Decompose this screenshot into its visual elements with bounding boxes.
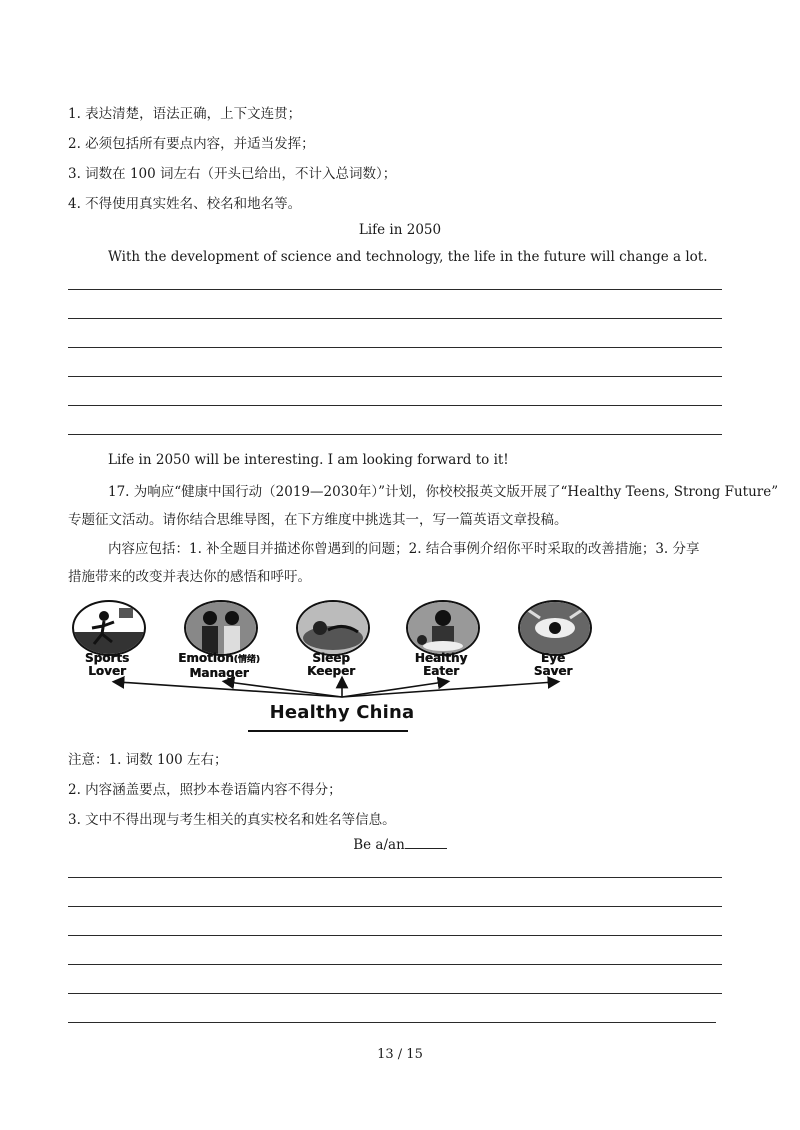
eye-care-icon (518, 600, 592, 656)
people-icon (184, 600, 258, 656)
writing-line[interactable] (68, 1022, 716, 1023)
runner-icon (72, 600, 146, 656)
writing-line[interactable] (68, 906, 722, 907)
note-2: 2. 内容涵盖要点，照抄本卷语篇内容不得分； (68, 782, 342, 798)
mind-map-center: Healthy China (269, 702, 415, 723)
node-sports-lover: Sports Lover (84, 651, 130, 678)
requirement-2: 2. 必须包括所有要点内容，并适当发挥； (68, 136, 315, 152)
writing-line[interactable] (68, 434, 722, 435)
node-healthy-eater: Healthy Eater (414, 651, 468, 678)
q17-para1-line1: 17. 为响应“健康中国行动（2019—2030年）”计划，你校校报英文版开展了“Healthy Teens, Strong Future” (108, 484, 779, 500)
q17-para2-line1: 内容应包括：1. 补全题目并描述你曾遇到的问题；2. 结合事例介绍你平时采取的改善措施；3. 分享 (108, 541, 700, 557)
node-eye-saver: Eye Saver (533, 651, 573, 678)
writing-line[interactable] (68, 405, 722, 406)
writing-line[interactable] (68, 964, 722, 965)
writing-line[interactable] (68, 347, 722, 348)
mind-map (60, 592, 620, 742)
requirement-1: 1. 表达清楚，语法正确，上下文连贯； (68, 106, 302, 122)
q17-para2-line2: 措施带来的改变并表达你的感悟和呼吁。 (68, 569, 311, 585)
title-blank[interactable] (405, 836, 447, 849)
writing-line[interactable] (68, 993, 722, 994)
writing-line[interactable] (68, 289, 722, 290)
sleeping-icon (296, 600, 370, 656)
essay1-opening: With the development of science and technology, the life in the future will change a lot. (108, 249, 708, 265)
essay1-closing: Life in 2050 will be interesting. I am looking forward to it! (108, 452, 509, 468)
requirement-3: 3. 词数在 100 词左右（开头已给出，不计入总词数）； (68, 166, 397, 182)
essay1-title: Life in 2050 (358, 222, 442, 238)
writing-line[interactable] (68, 318, 722, 319)
node-emotion-manager: Emotion(情绪) Manager (178, 651, 260, 680)
note-3: 3. 文中不得出现与考生相关的真实校名和姓名等信息。 (68, 812, 396, 828)
eating-icon (406, 600, 480, 656)
page-number: 13 / 15 (377, 1047, 423, 1062)
writing-line[interactable] (68, 877, 722, 878)
center-underline (248, 730, 408, 732)
writing-line[interactable] (68, 935, 722, 936)
q17-para1-line2: 专题征文活动。请你结合思维导图，在下方维度中挑选其一，写一篇英语文章投稿。 (68, 512, 568, 528)
node-sleep-keeper: Sleep Keeper (306, 651, 355, 678)
essay2-title: Be a/an (0, 836, 800, 853)
note-1: 注意：1. 词数 100 左右； (68, 752, 228, 768)
writing-line[interactable] (68, 376, 722, 377)
requirement-4: 4. 不得使用真实姓名、校名和地名等。 (68, 196, 302, 212)
